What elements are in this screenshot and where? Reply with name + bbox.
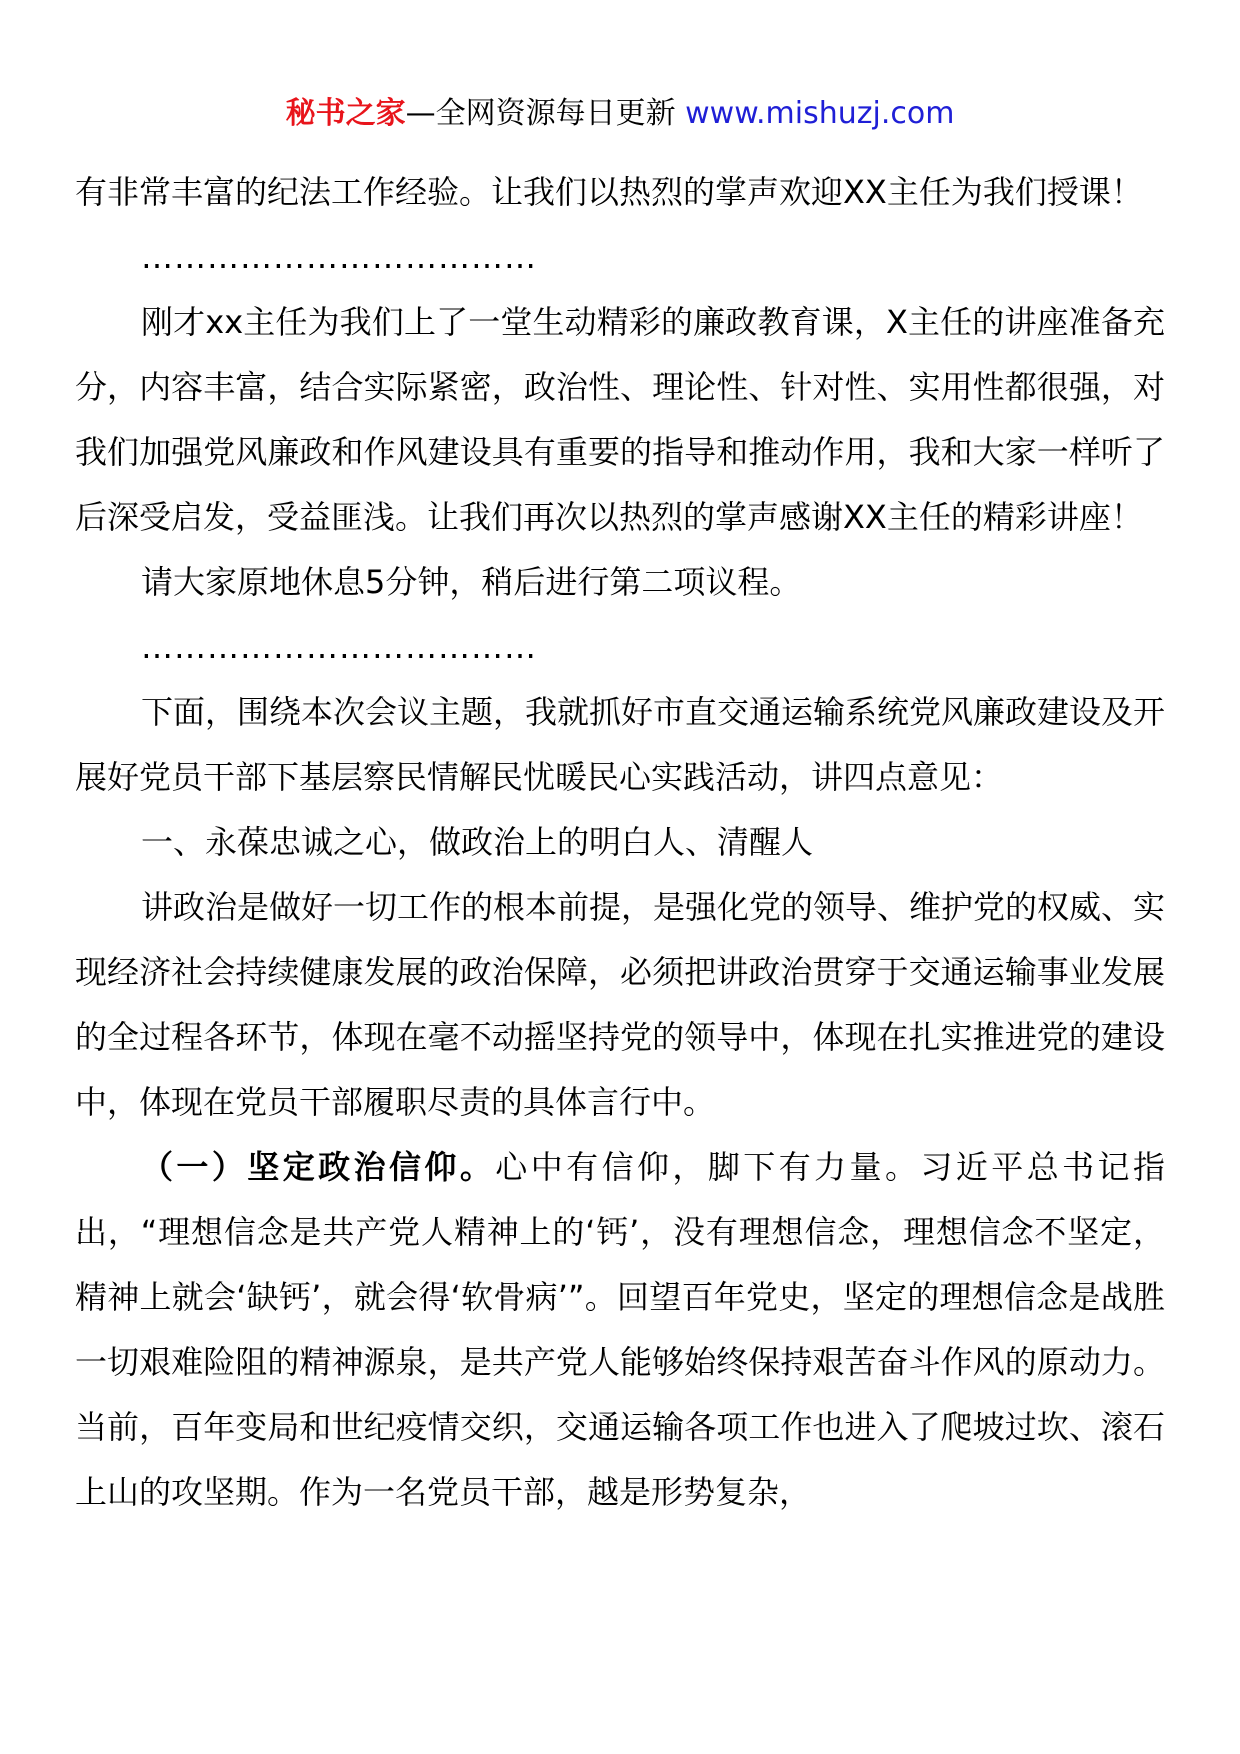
paragraph-5: 讲政治是做好一切工作的根本前提，是强化党的领导、维护党的权威、实现经济社会持续健康发展的政治保障，必须把讲政治贯穿于交通运输事业发展的全过程各环节，体现在毫不动摇坚持党的领导中，体现在扎实推进党的建设中，体现在党员干部履职尽责的具体言行中。 xyxy=(75,888,1166,1121)
paragraph-3: 请大家原地休息5分钟，稍后进行第二项议程。 xyxy=(141,563,802,601)
section-heading-1: 一、永葆忠诚之心，做政治上的明白人、清醒人 xyxy=(141,823,814,861)
subsection-heading-1: （一）坚定政治信仰。 xyxy=(141,1148,496,1186)
header-slogan: —全网资源每日更新 xyxy=(405,96,686,131)
paragraph-2: 刚才xx主任为我们上了一堂生动精彩的廉政教育课，X主任的讲座准备充分，内容丰富，结合实际紧密，政治性、理论性、针对性、实用性都很强，对我们加强党风廉政和作风建设具有重要的指导和推动作用，我和大家一样听了后深受启发，受益匪浅。让我们再次以热烈的掌声感谢XX主任的精彩讲座！ xyxy=(75,303,1165,536)
site-header xyxy=(0,94,1240,134)
paragraph-6 xyxy=(75,1135,1165,1525)
paragraph-4: 下面，围绕本次会议主题，我就抓好市直交通运输系统党风廉政建设及开展好党员干部下基层察民情解民忧暖民心实践活动，讲四点意见： xyxy=(75,693,1166,796)
ellipsis-separator-1: ……………………………… xyxy=(141,238,537,276)
brand-name: 秘书之家 xyxy=(285,96,406,131)
document-body xyxy=(75,160,1165,1525)
ellipsis-separator-2: ……………………………… xyxy=(141,628,537,666)
site-url[interactable]: www.mishuzj.com xyxy=(685,96,955,131)
paragraph-6-body: 心中有信仰，脚下有力量。习近平总书记指出，“理想信念是共产党人精神上的‘钙’，没有理想信念，理想信念不坚定，精神上就会‘缺钙’，就会得‘软骨病’”。回望百年党史，坚定的理想信念是战胜一切艰难险阻的精神源泉，是共产党人能够始终保持艰苦奋斗作风的原动力。当前，百年变局和世纪疫情交织，交通运输各项工作也进入了爬坡过坎、滚石上山的攻坚期。作为一名党员干部，越是形势复杂， xyxy=(75,1148,1165,1511)
paragraph-1: 有非常丰富的纪法工作经验。让我们以热烈的掌声欢迎XX主任为我们授课！ xyxy=(75,173,1143,211)
